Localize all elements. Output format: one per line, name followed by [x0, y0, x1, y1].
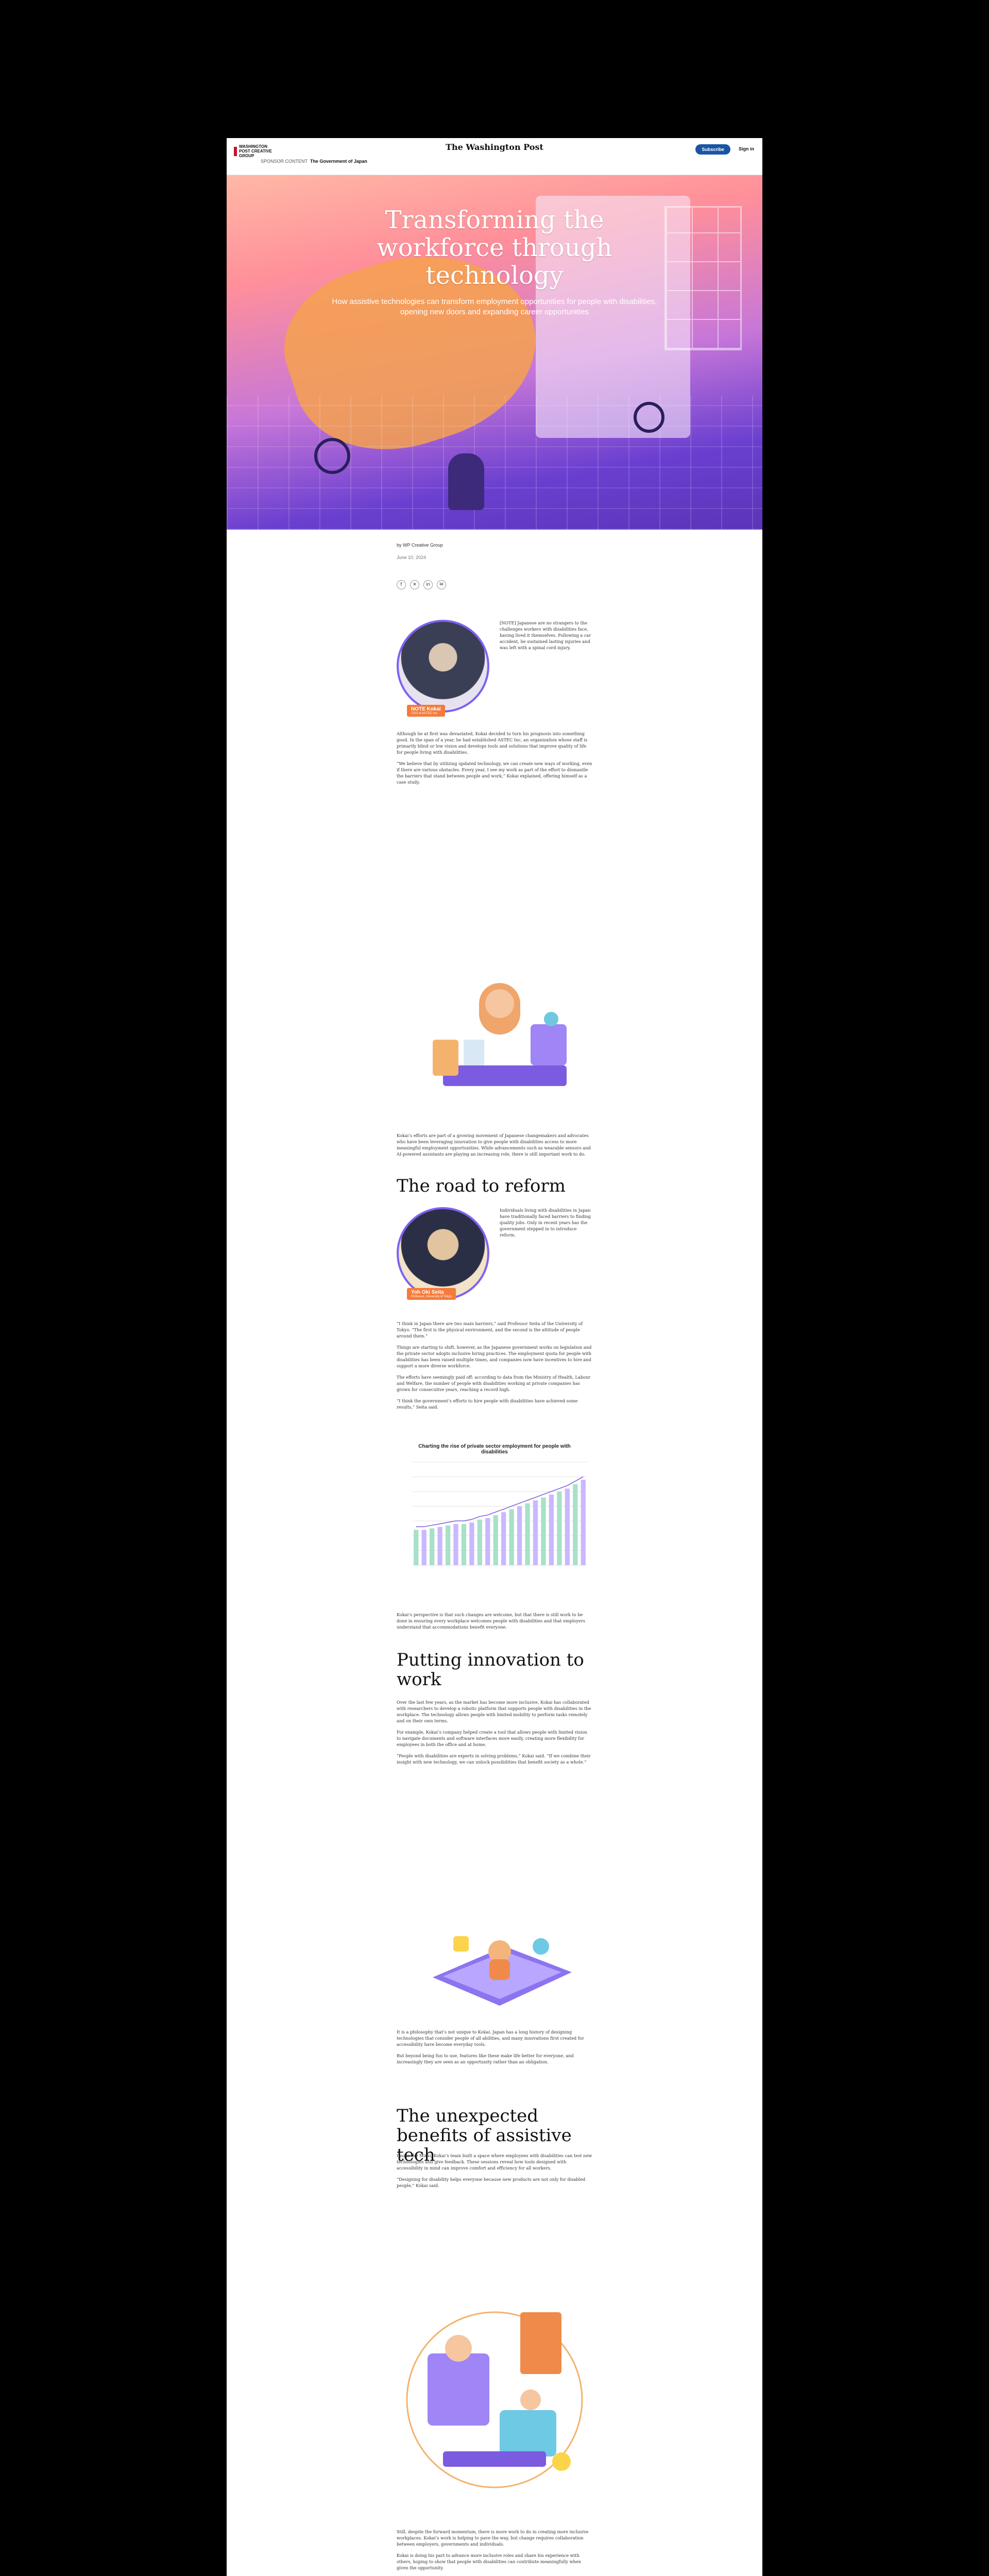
paragraph: Kokai’s efforts are part of a growing movement of Japanese changemakers and advocates who have been leveraging innovation to give people with disabilities access to more meaningful employment opportunities. While advancements such as wearable sensors and AI-powered assistants are playing an increasing role, there is still important work to do. — [397, 1133, 591, 1157]
chart-bar — [573, 1484, 577, 1565]
article-subtitle: How assistive technologies can transform employment opportunities for people with disabilities, opening new doors and expanding career opportunities — [332, 297, 657, 316]
chart-bar — [493, 1515, 498, 1565]
paragraph: Individuals living with disabilities in Japan have traditionally faced barriers to finding quality jobs. Only in recent years has the government stepped in to introduce reform. — [500, 1208, 591, 1238]
section-title-road: The road to reform — [397, 1176, 566, 1196]
site-header — [227, 138, 762, 175]
paragraph: Kokai is doing his part to advance more inclusive roles and share his experience with others, hoping to show that people with disabilities can contribute meaningfully when given the opportunity. — [397, 2553, 581, 2570]
paragraph: But beyond being fun to use, features like these make life better for everyone, and increasingly they are seen as an opportunity rather than an obligation. — [397, 2053, 574, 2064]
hero-person-figure — [448, 453, 484, 510]
illustration-device — [422, 1916, 577, 2013]
benefits-intro — [397, 2029, 592, 2070]
chart-bar — [581, 1480, 586, 1565]
signin-link[interactable]: Sign in — [739, 146, 754, 151]
lab-illustration-icon — [422, 962, 582, 1101]
name-tag — [407, 705, 445, 717]
paragraph: “I think the government’s efforts to hire people with disabilities have achieved some results,” Seita said. — [397, 1398, 578, 1410]
employment-chart — [397, 1442, 592, 1586]
person-role: CEO of ASTEC Inc. — [411, 712, 438, 715]
intro-side-text — [500, 620, 592, 656]
chart-bar — [525, 1503, 530, 1565]
person-name: NOTE Kokai — [411, 706, 441, 712]
byline — [397, 543, 443, 560]
person-role: Professor, University of Tokyo — [411, 1295, 452, 1298]
hero-banner — [227, 175, 762, 530]
paragraph: Things are starting to shift, however, as the Japanese government works on legislation and the private sector adopts inclusive hiring practices. The employment quota for people with disabilities has been raised multiple times, and companies now have incentives to hire and support a more diverse workforce. — [397, 1345, 592, 1368]
chart-svg — [397, 1457, 592, 1581]
paragraph: “We believe that by utilizing updated technology, we can create new ways of working, even if there are various obstacles. Every year, I see my work as part of the effort to dismantle the barriers that stand between people and work,” Kokai explained, offering himself as a case study. — [397, 761, 592, 785]
workspace-illustration-icon — [397, 2292, 592, 2508]
paragraph: Over the last few years, as the market has become more inclusive, Kokai has collaborated with researchers to develop a robotic platform that supports people with disabilities in the workplace. The technology allows people with limited mobility to perform tasks remotely and on their own terms. — [397, 1700, 591, 1723]
sponsor-line — [261, 159, 367, 164]
share-bar — [397, 580, 446, 589]
chart-bar — [517, 1506, 522, 1565]
logo-text: WASHINGTON POST CREATIVE GROUP — [239, 144, 272, 158]
section-title-benefits: The unexpected benefits of assistive tech — [397, 2106, 572, 2165]
person-name: Yoh Oki Seita — [411, 1290, 444, 1295]
paragraph: [NOTE] Japanese are no strangers to the challenges workers with disabilities face, having lived it themselves. Following a car accident, he sustained lasting injuries and was left with a spinal cord injury. — [500, 620, 591, 650]
email-icon[interactable]: ✉ — [437, 580, 446, 589]
article-title: Transforming the workforce through technology — [377, 206, 612, 290]
chart-bar — [485, 1518, 490, 1565]
sponsor-name: The Government of Japan — [310, 159, 367, 164]
chart-bar — [437, 1527, 442, 1565]
hero-wheel-icon — [314, 438, 350, 474]
section-title-innovation: Putting innovation to work — [397, 1650, 584, 1690]
road-intro — [397, 1132, 592, 1162]
chart-bar — [509, 1509, 514, 1565]
twitter-icon[interactable]: ✕ — [410, 580, 419, 589]
closing-body — [397, 2529, 592, 2576]
chart-caption — [397, 1612, 592, 1635]
paragraph: Inside the Mirai, Kokai’s team built a space where employees with disabilities can test new technologies and give feedback. These sessions reveal how tools designed with accessibility in mind can improve comfort and efficiency for all workers. — [397, 2153, 592, 2171]
masthead[interactable]: The Washington Post — [446, 142, 543, 152]
paragraph: It is a philosophy that’s not unique to Kokai. Japan has a long history of designing technologies that consider people of all abilities, and many innovations first created for accessibility have become everyday tools. — [397, 2029, 584, 2047]
sponsor-prefix: SPONSOR CONTENT — [261, 159, 308, 164]
illustration-lab — [422, 962, 582, 1101]
portrait-seita — [397, 1207, 489, 1300]
paragraph: “Designing for disability helps everyone because new products are not only for disabled people,” Kokai said. — [397, 2177, 586, 2188]
chart-title: Charting the rise of private sector employment for people with disabilities — [418, 1444, 571, 1455]
intro-body — [397, 731, 592, 790]
chart-bar — [414, 1530, 418, 1565]
road-side-text — [500, 1207, 592, 1243]
subscribe-button[interactable]: Subscribe — [695, 144, 730, 155]
article-page — [227, 138, 762, 2576]
paragraph: Although he at first was devastated, Kokai decided to turn his prognosis into something good. In the span of a year, he had established ASTEC Inc, an organization whose staff is primarily blind or low vision and develops tools and solutions that improve quality of life for people living with disabilities. — [397, 731, 588, 755]
chart-bar — [565, 1488, 570, 1565]
chart-bar — [430, 1529, 434, 1565]
paragraph: “People with disabilities are experts in solving problems,” Kokai said. “If we combine their insight with new technology, we can unlock possibilities that benefit society as a whole.” — [397, 1753, 591, 1765]
chart-bar — [446, 1526, 450, 1565]
portrait-kokai — [397, 620, 489, 713]
chart-bar — [533, 1500, 538, 1565]
chart-bar — [557, 1492, 561, 1565]
chart-bar — [549, 1495, 554, 1565]
paragraph: The efforts have seemingly paid off: according to data from the Ministry of Health, Labour and Welfare, the number of people with disabilities working at private companies has grown for consecutive years, reaching a record high. — [397, 1375, 591, 1392]
illustration-workspace — [397, 2292, 592, 2508]
paragraph: For example, Kokai’s company helped create a tool that allows people with limited vision to navigate documents and software interfaces more easily, creating more flexibility for employees in both the office and at home. — [397, 1730, 587, 1747]
chart-bar — [453, 1524, 458, 1565]
chart-bar — [478, 1519, 482, 1565]
hero-text — [227, 206, 762, 317]
chart-bar — [501, 1512, 506, 1565]
paragraph: “I think in Japan there are two main barriers,” said Professor Seita of the University of Tokyo. “The first is the physical environment, and the second is the attitude of people around them.” — [397, 1321, 583, 1338]
chart-bar — [541, 1498, 545, 1565]
paragraph: Still, despite the forward momentum, there is more work to do in creating more inclusive workplaces. Kokai’s work is helping to pave the way, but change requires collaboration between employers, governments and individuals. — [397, 2529, 589, 2547]
device-illustration-icon — [422, 1916, 577, 2013]
chart-bar — [422, 1530, 427, 1565]
road-body — [397, 1320, 592, 1415]
hero-grid-floor — [227, 396, 762, 530]
name-tag — [407, 1288, 456, 1300]
author: by WP Creative Group — [397, 543, 443, 548]
hero-wheel-icon — [634, 402, 664, 433]
publish-date: June 10, 2024 — [397, 555, 427, 560]
chart-bar — [462, 1524, 466, 1565]
innovation-body — [397, 1699, 592, 1770]
benefits-body — [397, 2153, 592, 2194]
chart-bar — [469, 1522, 474, 1565]
facebook-icon[interactable]: f — [397, 580, 406, 589]
linkedin-icon[interactable]: in — [423, 580, 433, 589]
paragraph: Kokai’s perspective is that such changes are welcome, but that there is still work to be done in ensuring every workplace welcomes people with disabilities and that employers understand that accommodations benefit everyone. — [397, 1612, 586, 1630]
